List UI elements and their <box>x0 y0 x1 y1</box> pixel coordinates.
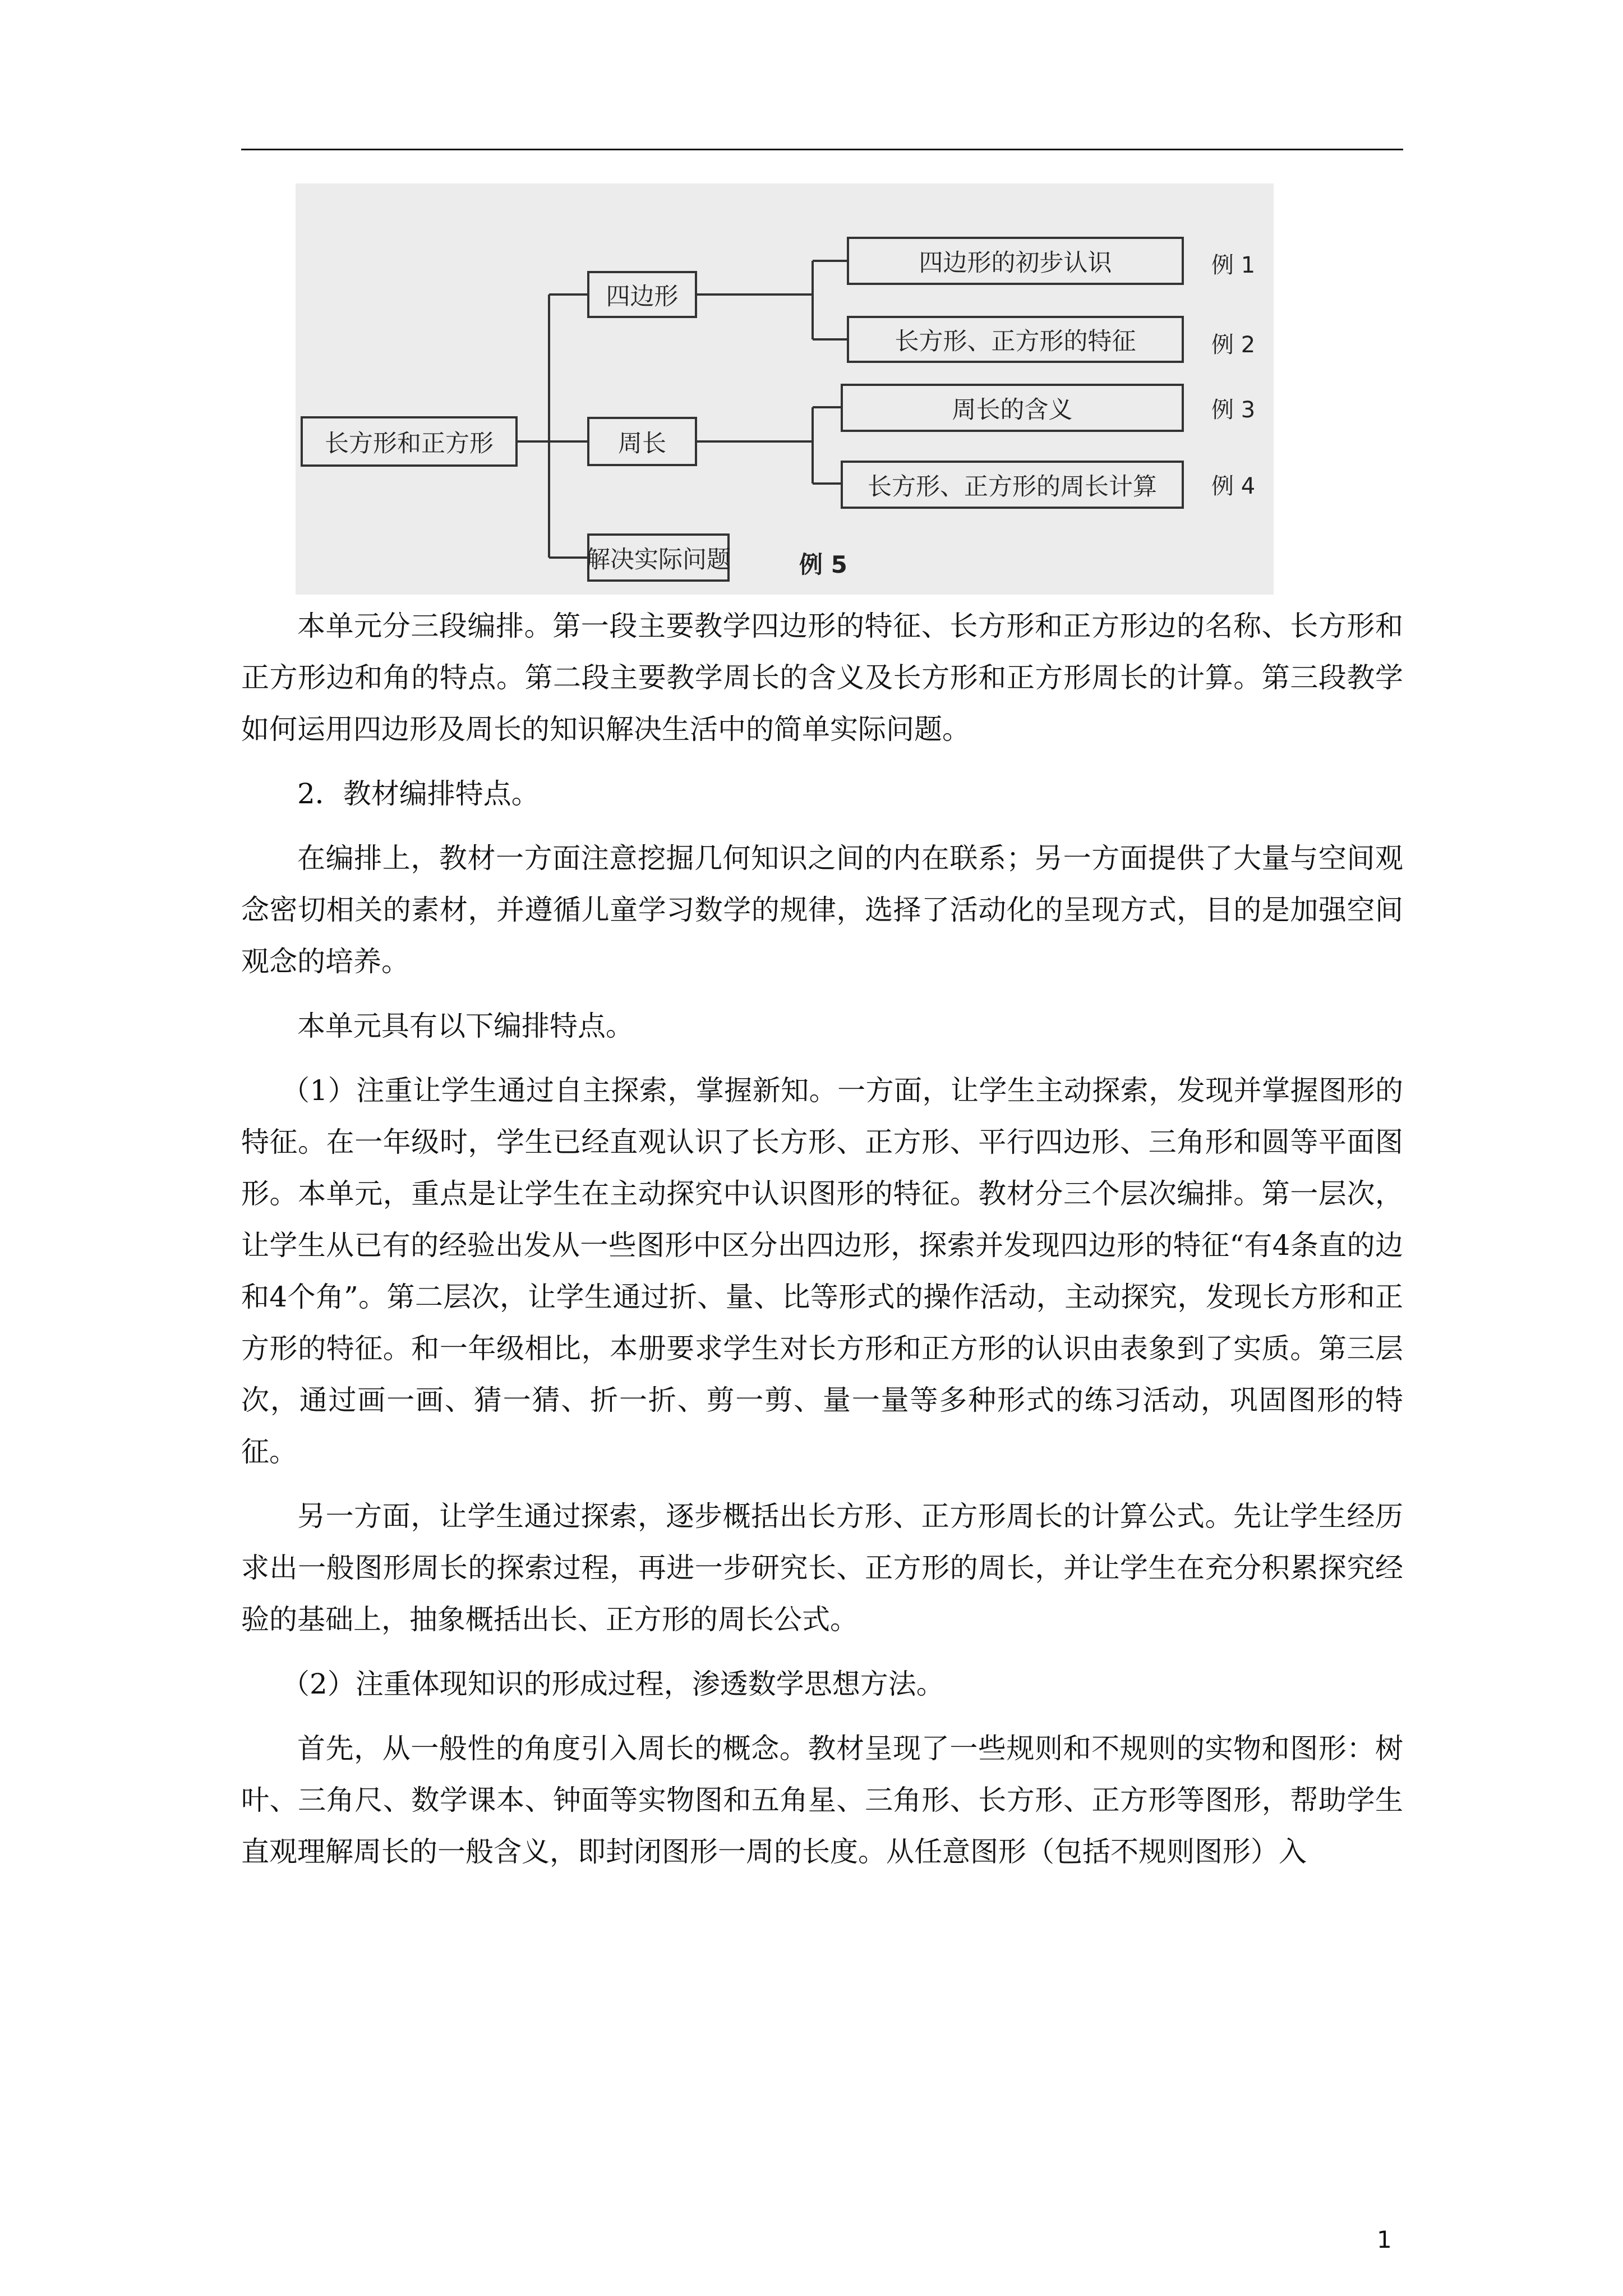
example-2-label: 例 2 <box>1211 332 1256 358</box>
paragraph-perimeter-concept: 首先，从一般性的角度引入周长的概念。教材呈现了一些规则和不规则的实物和图形：树叶、三角尺、数学课本、钟面等实物图和五角星、三角形、长方形、正方形等图形，帮助学生直观理解周长的一般含义，即封闭图形一周的长度。从任意图形（包括不规则图形）入 <box>241 1732 1403 1868</box>
example-5-label: 例 5 <box>799 551 847 578</box>
page-number: 1 <box>1377 2226 1392 2253</box>
paragraph-perimeter-formula: 另一方面，让学生通过探索，逐步概括出长方形、正方形周长的计算公式。先让学生经历求出一般图形周长的探索过程，再进一步研究长、正方形的周长，并让学生在充分积累探究经验的基础上，抽象概括出长、正方形的周长公式。 <box>241 1500 1403 1636</box>
paragraph-unit-overview: 本单元分三段编排。第一段主要教学四边形的特征、长方形和正方形边的名称、长方形和正方形边和角的特点。第二段主要教学周长的含义及长方形和正方形周长的计算。第三段教学如何运用四边形及周长的知识解决生活中的简单实际问题。 <box>241 610 1403 746</box>
diagram-branch-practical-problems: 解决实际问题 <box>587 533 730 582</box>
body-text <box>241 600 1403 1890</box>
diagram-leaf-quadrilateral-intro: 四边形的初步认识 <box>847 237 1184 285</box>
example-4-label: 例 4 <box>1211 473 1256 499</box>
diagram-leaf-rect-square-features: 长方形、正方形的特征 <box>847 316 1184 363</box>
paragraph-point-1: （1）注重让学生通过自主探索，掌握新知。一方面，让学生主动探索，发现并掌握图形的特征。在一年级时，学生已经直观认识了长方形、正方形、平行四边形、三角形和圆等平面图形。本单元，重点是让学生在主动探究中认识图形的特征。教材分三个层次编排。第一层次，让学生从已有的经验出发从一些图形中区分出四边形，探索并发现四边形的特征“有4条直的边和4个角”。第二层次，让学生通过折、量、比等形式的操作活动，主动探究，发现长方形和正方形的特征。和一年级相比，本册要求学生对长方形和正方形的认识由表象到了实质。第三层次，通过画一画、猜一猜、折一折、剪一剪、量一量等多种形式的练习活动，巩固图形的特征。 <box>241 1074 1403 1468</box>
header-rule <box>241 149 1403 150</box>
diagram-branch-perimeter: 周长 <box>587 417 697 466</box>
example-1-label: 例 1 <box>1211 252 1256 278</box>
example-3-label: 例 3 <box>1211 397 1256 423</box>
paragraph-features-intro: 本单元具有以下编排特点。 <box>297 1010 634 1042</box>
diagram-leaf-perimeter-calculation: 长方形、正方形的周长计算 <box>841 461 1184 509</box>
paragraph-point-2: （2）注重体现知识的形成过程，渗透数学思想方法。 <box>282 1668 944 1700</box>
paragraph-arrangement: 在编排上，教材一方面注意挖掘几何知识之间的内在联系；另一方面提供了大量与空间观念密切相关的素材，并遵循儿童学习数学的规律，选择了活动化的呈现方式，目的是加强空间观念的培养。 <box>241 842 1403 978</box>
diagram-branch-quadrilateral: 四边形 <box>587 271 697 318</box>
paragraph-heading-features: 2．教材编排特点。 <box>297 777 540 810</box>
structure-diagram <box>296 183 1274 595</box>
diagram-leaf-perimeter-meaning: 周长的含义 <box>841 384 1184 432</box>
diagram-root-node: 长方形和正方形 <box>301 416 518 467</box>
